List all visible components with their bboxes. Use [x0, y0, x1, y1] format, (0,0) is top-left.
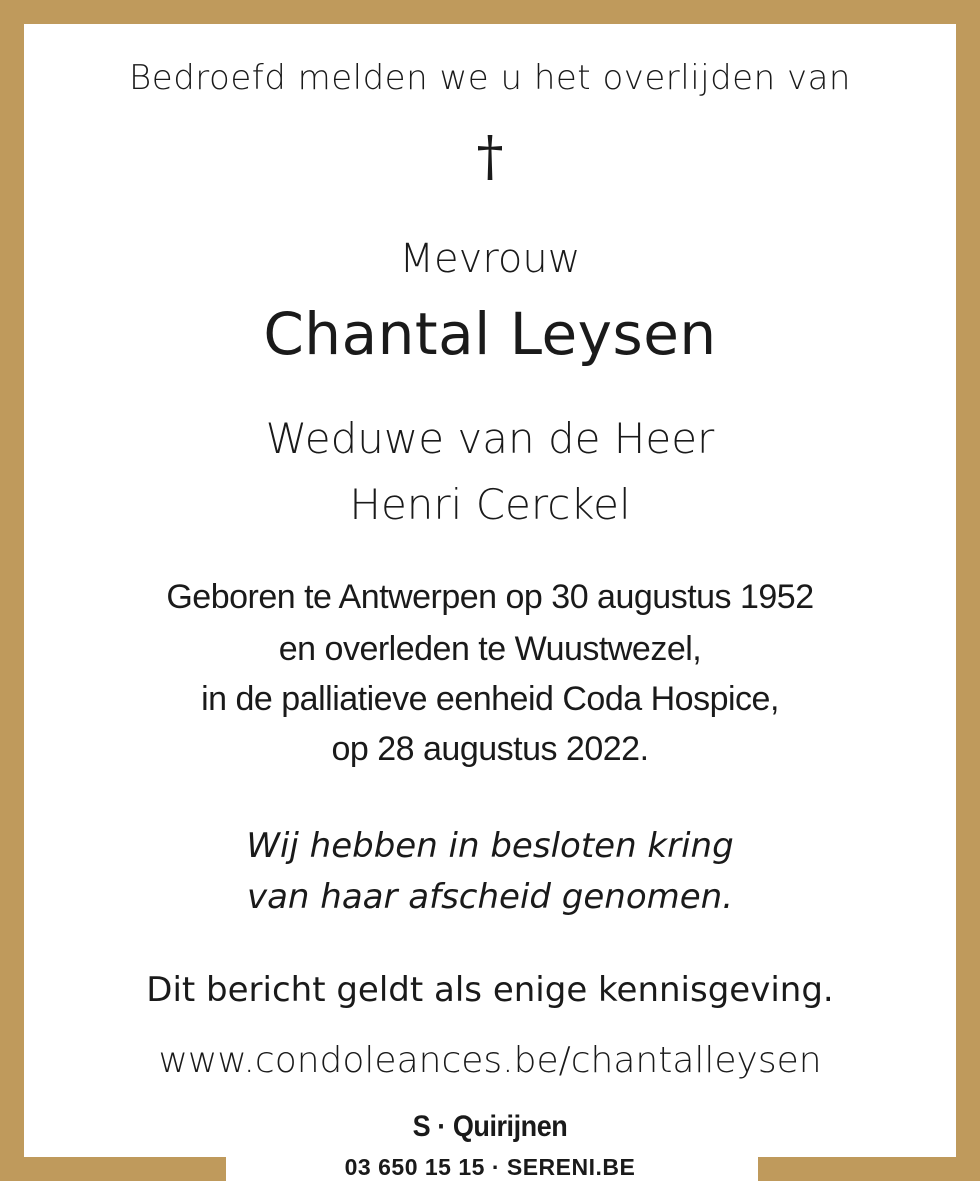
bio-line: op 28 augustus 2022.: [331, 730, 649, 768]
condolence-url-link[interactable]: www.condoleances.be/chantalleysen: [158, 1040, 822, 1081]
official-notice: Dit bericht geldt als enige kennisgeving.: [146, 970, 834, 1010]
intro-text: Bedroefd melden we u het overlijden van: [129, 58, 851, 98]
bio-line: Geboren te Antwerpen op 30 augustus 1952: [166, 578, 814, 616]
deceased-name: Chantal Leysen: [263, 300, 717, 368]
bio-line: in de palliatieve eenheid Coda Hospice,: [201, 680, 779, 718]
widow-line: Weduwe van de Heer: [265, 414, 715, 463]
cross-icon: †: [476, 125, 504, 188]
bio-line: en overleden te Wuustwezel,: [278, 630, 702, 668]
funeral-home-brand: S · Quirijnen: [412, 1110, 568, 1143]
funeral-home-contact: 03 650 15 15 · SERENI.BE: [344, 1154, 636, 1180]
spouse-name: Henri Cerckel: [349, 480, 631, 529]
quote-line: van haar afscheid genomen.: [246, 877, 734, 917]
quote-line: Wij hebben in besloten kring: [246, 826, 734, 866]
honorific-title: Mevrouw: [399, 236, 581, 282]
